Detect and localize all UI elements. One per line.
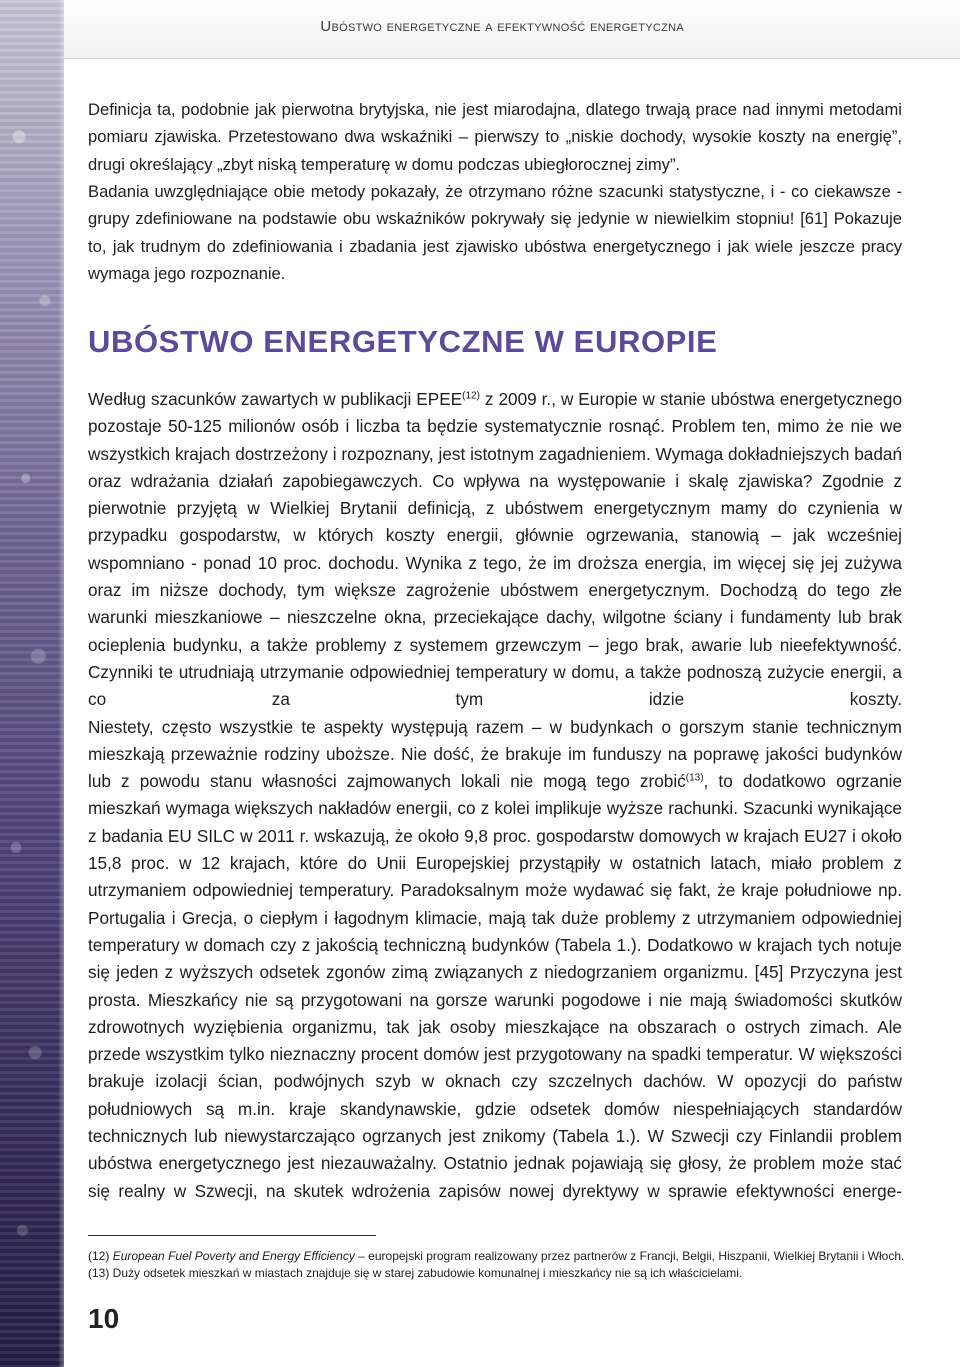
running-head: Ubóstwo energetyczne a efektywność energetyczna (320, 18, 684, 35)
body-p1-start: Według szacunków zawartych w publikacji EPEE (88, 389, 463, 409)
footnote-12-text: – europejski program realizowany przez partnerów z Francji, Belgii, Hiszpanii, Wielkiej Brytanii i Włoch. (354, 1249, 905, 1263)
footnote-12 (88, 1248, 905, 1265)
section-heading: UBÓSTWO ENERGETYCZNE W EUROPIE (88, 324, 718, 359)
footnotes (88, 1248, 905, 1282)
body-p1-rest: z 2009 r., w Europie w stanie ubóstwa energetycznego pozostaje 50-125 milionów osób i liczba ta będzie systematycznie rosnąć. Problem ten, mimo że nie we wszystkich krajach dostrzeżony i rozpoznany, jest istotnym zagadnieniem. Wymaga dokładniejszych badań oraz wdrażania działań zapobiegawczych. Co wpływa na występowanie i skalę zjawiska? Zgodnie z pierwotnie przyjętą w Wielkiej Brytanii definicją, z ubóstwem energetycznym mamy do czynienia w przypadku gospodarstw, w których koszty energii, głównie ogrzewania, stanowią – jak wcześniej wspomniano - ponad 10 proc. dochodu. Wynika z tego, że im droższa energia, im więcej się jej zużywa oraz im niższe dochody, tym większe zagrożenie ubóstwem energetycznym. Dochodzą do tego złe warunki mieszkaniowe – nieszczelne okna, przeciekające dachy, wilgotne ściany i fundamenty lub brak ocieplenia budynku, a także problemy z systemem grzewczym – jego brak, awarie lub nieefektywność. Czynniki te utrudniają utrzymanie odpowiedniej temperatury w domu, a także podnoszą zużycie energii, a co za tym idzie koszty. (88, 389, 903, 710)
footnote-ref-13: (13) (685, 772, 704, 784)
intro-paragraph-1: Definicja ta, podobnie jak pierwotna brytyjska, nie jest miarodajna, dlatego trwają prace nad innymi metodami pomiaru zjawiska. Przetestowano dwa wskaźniki – pierwszy to „niskie dochody, wysokie koszty na energię”, drugi określający „zbyt niską temperaturę w domu podczas ubiegłorocznej zimy”. (88, 100, 902, 174)
footnote-rule (88, 1235, 376, 1236)
decorative-side-image (0, 0, 64, 1367)
intro-paragraph-2: Badania uwzględniające obie metody pokazały, że otrzymano różne szacunki statystyczne, i - co ciekawsze - grupy zdefiniowane na podstawie obu wskaźników pokrywały się jedynie w niewielkim stopniu! [61] Pokazuje to, jak trudnym do zdefiniowania i zbadania jest zjawisko ubóstwa energetycznego i jak wiele jeszcze pracy wymaga jego rozpoznanie. (88, 182, 902, 283)
body-p2-start: Niestety, często wszystkie te aspekty występują razem – w budynkach o gorszym stanie technicznym mieszkają przeważnie rodziny uboższe. Nie dość, że brakuje im funduszy na poprawę jakości budynków lub z powodu stanu własności zajmowanych lokali nie mogą tego zrobić (88, 716, 902, 792)
body-text (88, 386, 902, 1205)
footnote-12-number: (12) (88, 1249, 113, 1263)
footnote-13: (13) Duży odsetek mieszkań w miastach znajduje się w starej zabudowie komunalnej i mieszkańcy nie są ich właścicielami. (88, 1266, 743, 1280)
header-bar (64, 0, 960, 59)
footnote-12-title: European Fuel Poverty and Energy Efficiency (112, 1249, 355, 1263)
body-p2-rest: , to dodatkowo ogrzanie mieszkań wymaga większych nakładów energii, co z kolei implikuje wyższe rachunki. Szacunki wynikające z badania EU SILC w 2011 r. wskazują, że około 9,8 proc. gospodarstw domowych w krajach EU27 i około 15,8 proc. w 12 krajach, które do Unii Europejskiej przystąpiły w ostatnich latach, miało problem z utrzymaniem odpowiedniej temperatury. Paradoksalnym może wydawać się fakt, że kraje południowe np. Portugalia i Grecja, o ciepłym i łagodnym klimacie, mają tak duże problemy z utrzymaniem odpowiedniej temperatury w domach czy z jakością techniczną budynków (Tabela 1.). Dodatkowo w krajach tych notuje się jeden z wyższych odsetek zgonów zimą związanych z niedogrzaniem organizmu. [45] Przyczyna jest prosta. Mieszkańcy nie są przygotowani na gorsze warunki pogodowe i nie mają świadomości skutków zdrowotnych wyziębienia organizmu, tak jak osoby mieszkające na obszarach o ostrych zimach. Ale przede wszystkim tylko nieznaczny procent domów jest przygotowany na spadki temperatur. W większości brakuje izolacji ścian, podwójnych szyb w oknach czy szczelnych dachów. W opozycji do państw południowych są m.in. kraje skandynawskie, gdzie odsetek domów niespełniających standardów technicznych lub niewystarczająco ogrzanych jest znikomy (Tabela 1.). W Szwecji czy Finlandii problem ubóstwa energetycznego jest niezauważalny. Ostatnio jednak pojawiają się głosy, że problem może stać się realny w Szwecji, na skutek wdrożenia zapisów nowej dyrektywy w sprawie efektywności energe- (88, 771, 903, 1201)
page-number: 10 (88, 1303, 120, 1334)
footnote-ref-12: (12) (462, 390, 480, 402)
